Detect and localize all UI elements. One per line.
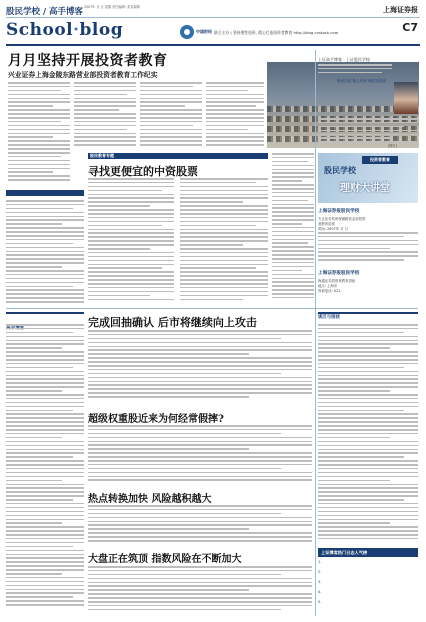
- lead-body-column-4: [206, 82, 264, 150]
- lower-headline-2: 超级权重股近来为何经常假摔?: [88, 414, 224, 425]
- sidebar-intro: 上证高手博客 · 上证股民学校: [318, 57, 370, 62]
- banner-big-title: 理财大讲堂: [340, 183, 390, 194]
- sidebar-block1-line: 时间: 2007年 月 日: [318, 227, 348, 231]
- lower-body-3: [88, 505, 312, 545]
- lower-body-1: [88, 330, 312, 402]
- ranking-title: 上证博客热门日志人气榜: [318, 548, 418, 557]
- ranking-row[interactable]: 2.: [318, 570, 322, 574]
- sidebar-block2-line: 海通证券投资者教育讲座: [318, 279, 356, 283]
- middle-headline: 寻找更便宜的中资股票: [88, 165, 198, 178]
- lead-headline: 月月坚持开展投资者教育: [8, 53, 168, 69]
- lower-left-column: [6, 324, 84, 610]
- section-title: 股民学校 / 高手博客: [6, 7, 84, 17]
- header-top-bar: [6, 4, 420, 18]
- sidebar-block2-line: 地点: 上海市: [318, 284, 338, 288]
- sidebar-block1-line: 者教育讲座: [318, 222, 335, 226]
- partner-name: 中国财经: [196, 29, 212, 34]
- lead-body-column-2: [74, 82, 136, 150]
- lower-right-heading: 谈区与困扰: [318, 312, 418, 320]
- photo-caption: (图片): [388, 144, 397, 148]
- sidebar-divider: [315, 50, 316, 616]
- logo-dot: ·: [73, 20, 80, 40]
- lower-body-2: [88, 425, 312, 485]
- lead-subhead: 兴业证券上海金陵东路营业部投资者教育工作纪实: [8, 71, 158, 79]
- middle-body-column-3: [272, 153, 314, 306]
- sidebar-block2-title: 上海证券报股民学校: [318, 271, 360, 276]
- logo-tail: blog: [79, 20, 124, 40]
- sidebar-body: [318, 118, 418, 150]
- left-column-body: [6, 200, 84, 306]
- sidebar-block1-body: [318, 232, 418, 268]
- middle-label-bar: [88, 153, 268, 159]
- ranking-row[interactable]: 5.: [318, 600, 322, 604]
- sidebar-block1-title: 上海证券报股民学校: [318, 209, 360, 214]
- left-column-label: [6, 190, 84, 196]
- header-tagline: 联合主办 | 坚持理性投资, 精心打造投资者教育 http://blog.cnstock.com: [214, 30, 339, 35]
- partner-logo-icon: [180, 25, 194, 39]
- banner-tag: 投资者教育: [362, 156, 398, 164]
- logo-main: School: [6, 20, 74, 40]
- lower-body-4: [88, 566, 312, 616]
- page-header: [6, 4, 420, 48]
- school-blog-logo: [6, 20, 123, 40]
- lower-right-body: [318, 324, 418, 544]
- sidebar-intro-body: [318, 64, 392, 78]
- middle-body-column-1: [88, 178, 174, 306]
- newspaper-name: 上海证券报: [383, 5, 418, 14]
- sidebar-block2-line: 咨询电话: 021-: [318, 289, 342, 293]
- ranking-row[interactable]: 3.: [318, 580, 322, 584]
- blog-section-label: [6, 312, 84, 321]
- edition-meta: 2007年 月 日 星期 责任编辑: 美术编辑: [84, 5, 140, 9]
- middle-label: 股民教育专题: [90, 153, 114, 158]
- ranking-row[interactable]: 4.: [318, 590, 322, 594]
- sidebar-block1-line: 方正证券杭州保俶路营业部投资: [318, 217, 366, 221]
- page-number: C7: [402, 21, 418, 34]
- lower-headline-4: 大盘正在筑顶 指数风险在不断加大: [88, 554, 242, 565]
- columnist-avatar: [394, 82, 418, 114]
- ranking-row[interactable]: 1.: [318, 560, 322, 564]
- lead-body-column-1: [8, 82, 70, 186]
- lower-headline-1: 完成回抽确认 后市将继续向上攻击: [88, 316, 257, 329]
- lower-headline-3: 热点转换加快 风险越积越大: [88, 494, 212, 505]
- lead-body-column-3: [140, 82, 202, 150]
- middle-body-column-2: [180, 178, 268, 306]
- section-separator: [6, 308, 418, 309]
- banner-title: 股民学校: [324, 165, 356, 175]
- header-rule: [6, 44, 420, 46]
- avatar-caption: 股民学校 精心培育 理性投资者: [337, 79, 387, 83]
